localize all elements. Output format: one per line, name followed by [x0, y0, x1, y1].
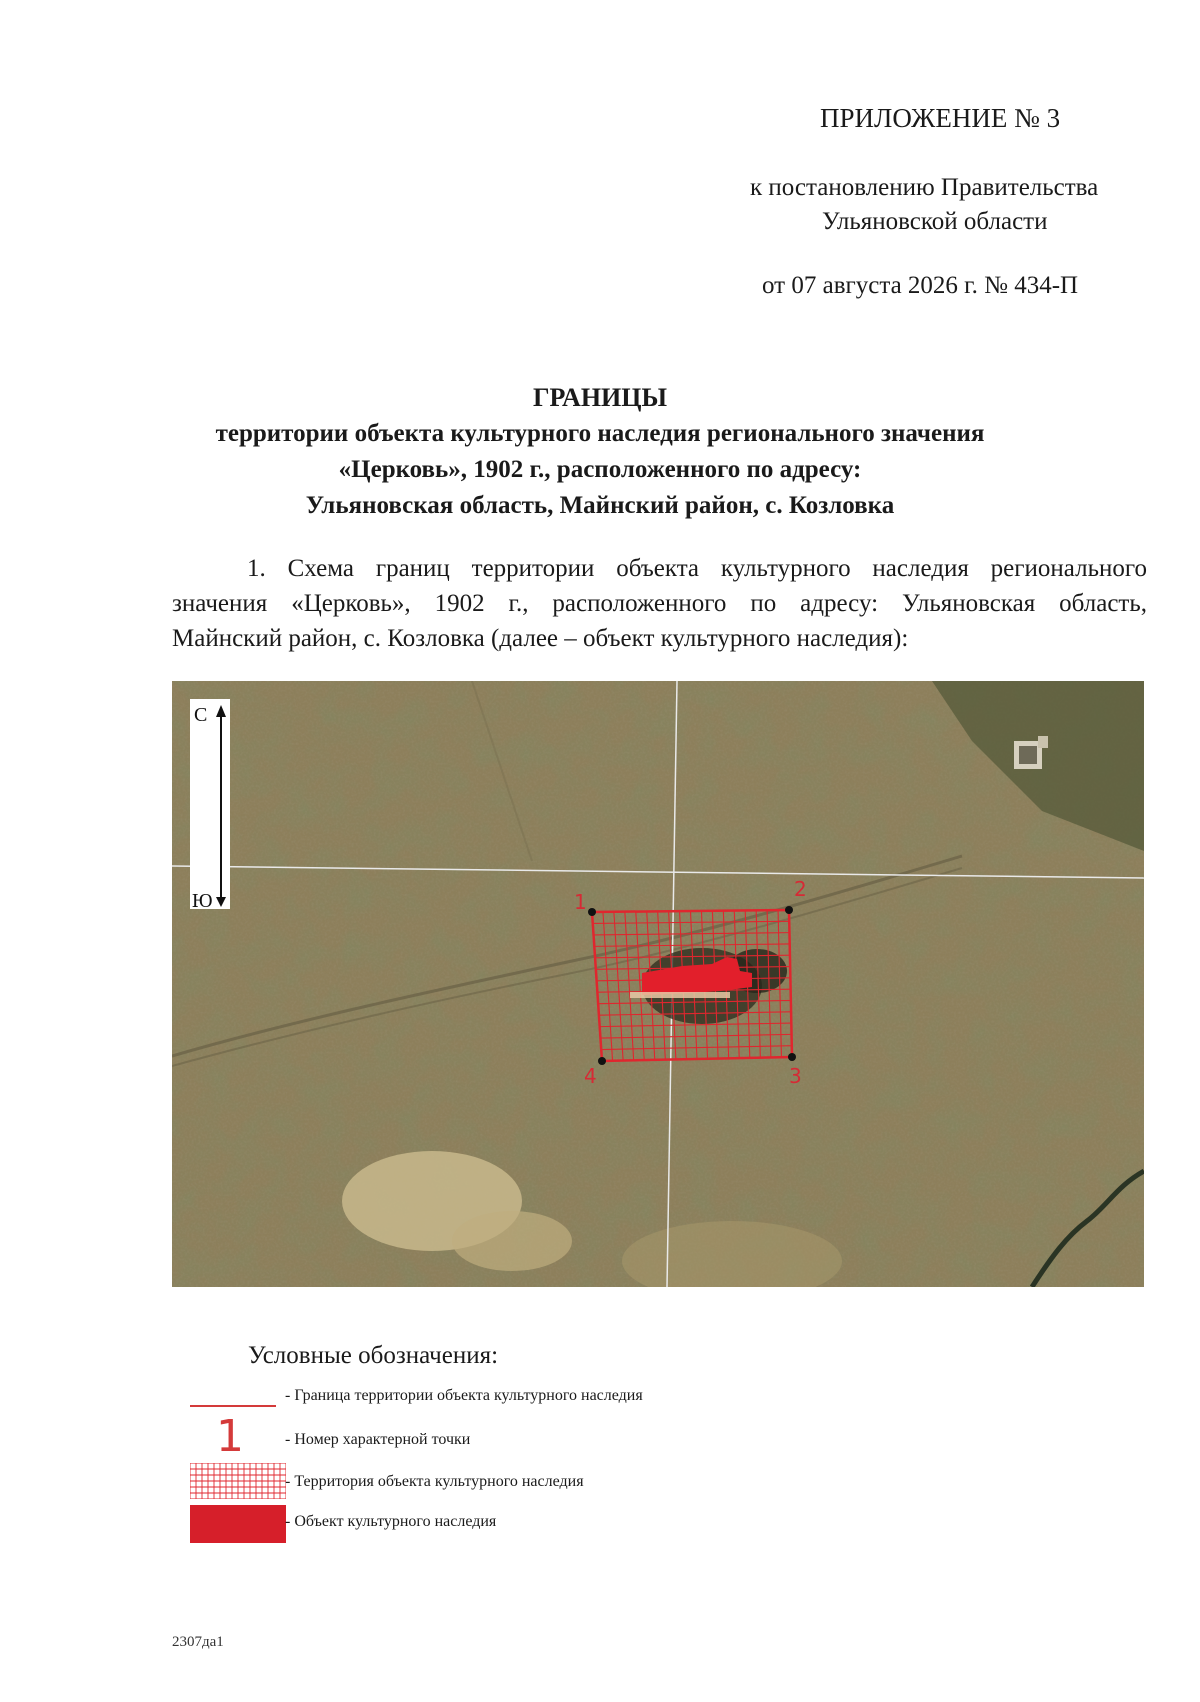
point-label-1: 1 [574, 890, 587, 914]
legend-title: Условные обозначения: [248, 1342, 499, 1369]
point-number-swatch: 1 [216, 1411, 244, 1462]
paragraph-line-3: Майнский район, с. Козловка (далее – объект культурного наследия): [172, 625, 909, 652]
compass [190, 699, 230, 912]
boundary-point-marker [598, 1057, 606, 1065]
heading-title: ГРАНИЦЫ [532, 383, 668, 412]
compass-panel [190, 699, 230, 909]
boundary-point-marker [788, 1053, 796, 1061]
object-fill-swatch [190, 1505, 286, 1543]
document-code: 2307да1 [172, 1634, 224, 1650]
sand-patch [452, 1211, 572, 1271]
boundary-line-swatch [190, 1405, 276, 1407]
scheme-paragraph [172, 551, 1147, 656]
legend-item-object [190, 1505, 890, 1543]
legend-item-boundary [190, 1381, 890, 1411]
heading-subtitle-line-3: Ульяновская область, Майнский район, с. Козловка [305, 492, 895, 519]
compass-south-label: Ю [192, 890, 213, 912]
paragraph-line-2: значения «Церковь», 1902 г., расположенного по адресу: Ульяновская область, [172, 590, 1147, 617]
legend-text-territory: - Территория объекта культурного наследия [285, 1473, 584, 1490]
heading-subtitle-line-1: территории объекта культурного наследия регионального значения [215, 420, 985, 447]
point-label-4: 4 [584, 1064, 597, 1088]
map-svg [172, 681, 1144, 1287]
legend-text-boundary: - Граница территории объекта культурного наследия [285, 1387, 643, 1404]
boundary-scheme-map [172, 681, 1144, 1287]
annex-title: ПРИЛОЖЕНИЕ № 3 [820, 103, 1061, 133]
paragraph-line-1: 1. Схема границ территории объекта культурного наследия регионального [247, 555, 1147, 582]
territory-grid-swatch [190, 1463, 286, 1499]
legend-text-object: - Объект культурного наследия [285, 1513, 497, 1530]
boundary-point-marker [588, 908, 596, 916]
annex-resolution-line: к постановлению Правительства [750, 174, 1099, 201]
annex-date-number-line: от 07 августа 2026 г. № 434-П [762, 272, 1079, 299]
legend-item-territory [190, 1463, 890, 1501]
point-label-2: 2 [794, 877, 807, 901]
heading-subtitle-line-2: «Церковь», 1902 г., расположенного по адресу: [338, 456, 862, 483]
point-label-3: 3 [789, 1064, 802, 1088]
compass-north-label: С [194, 704, 208, 726]
legend-item-point-number [190, 1411, 890, 1462]
document-heading [0, 380, 1200, 524]
boundary-point-marker [785, 906, 793, 914]
legend-text-point-number: - Номер характерной точки [285, 1431, 471, 1448]
annex-region-line: Ульяновской области [822, 208, 1048, 235]
